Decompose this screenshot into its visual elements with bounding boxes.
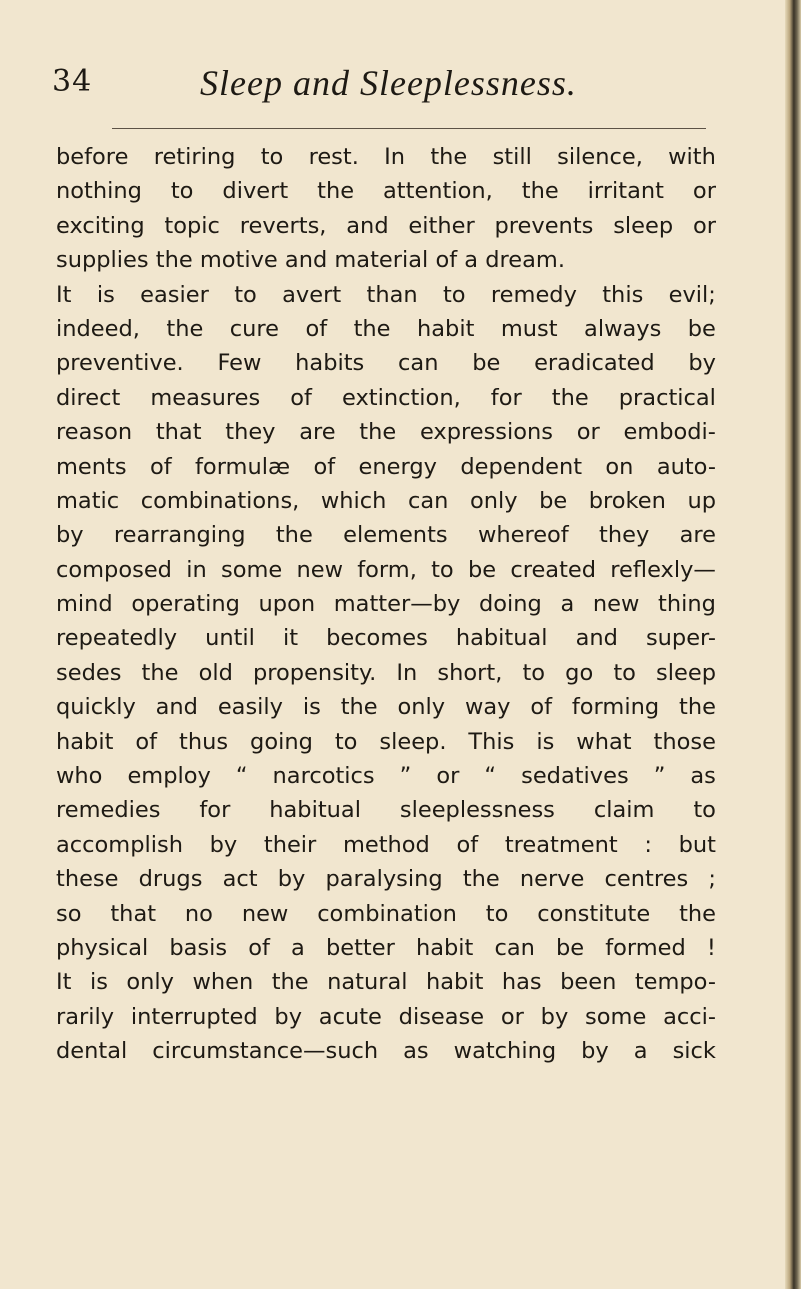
text-line: ments of formulæ of energy dependent on auto- (56, 453, 716, 480)
text-line: dental circumstance—such as watching by a sick (56, 1038, 716, 1065)
text-line: direct measures of extinction, for the practical (56, 384, 716, 411)
text-line: physical basis of a better habit can be formed ! (56, 934, 716, 961)
header-rule (112, 128, 706, 129)
page-edge (785, 0, 801, 1289)
text-line: so that no new combination to constitute the (56, 900, 716, 927)
text-line: It is only when the natural habit has been tempo- (56, 969, 716, 996)
page-number: 34 (52, 64, 93, 99)
text-line: repeatedly until it becomes habitual and super- (56, 625, 716, 652)
text-line: supplies the motive and material of a dream. (56, 247, 565, 274)
text-line: remedies for habitual sleeplessness claim to (56, 797, 716, 824)
text-line: composed in some new form, to be created reflexly— (56, 556, 716, 583)
text-line: exciting topic reverts, and either prevents sleep or (56, 212, 716, 239)
running-title: Sleep and Sleeplessness. (200, 63, 577, 103)
text-line: reason that they are the expressions or embodi- (56, 419, 716, 446)
text-line: before retiring to rest. In the still silence, with (56, 144, 716, 170)
text-line: nothing to divert the attention, the irritant or (56, 178, 716, 205)
text-line: quickly and easily is the only way of forming the (56, 694, 716, 721)
running-head (0, 64, 780, 108)
text-line: these drugs act by paralysing the nerve centres ; (56, 866, 716, 893)
text-line: who employ “ narcotics ” or “ sedatives ” as (56, 763, 716, 790)
text-line: sedes the old propensity. In short, to go to sleep (56, 659, 716, 686)
body-text (56, 140, 716, 1069)
text-line: preventive. Few habits can be eradicated by (56, 350, 716, 377)
text-line: rarily interrupted by acute disease or by some acci- (56, 1003, 716, 1030)
text-line: habit of thus going to sleep. This is what those (56, 728, 716, 755)
text-line: by rearranging the elements whereof they are (56, 522, 716, 549)
text-line: It is easier to avert than to remedy this evil; (56, 281, 716, 308)
text-line: mind operating upon matter—by doing a new thing (56, 591, 716, 618)
text-line: indeed, the cure of the habit must always be (56, 315, 716, 342)
text-line: matic combinations, which can only be broken up (56, 487, 716, 514)
text-line: accomplish by their method of treatment : but (56, 831, 716, 858)
